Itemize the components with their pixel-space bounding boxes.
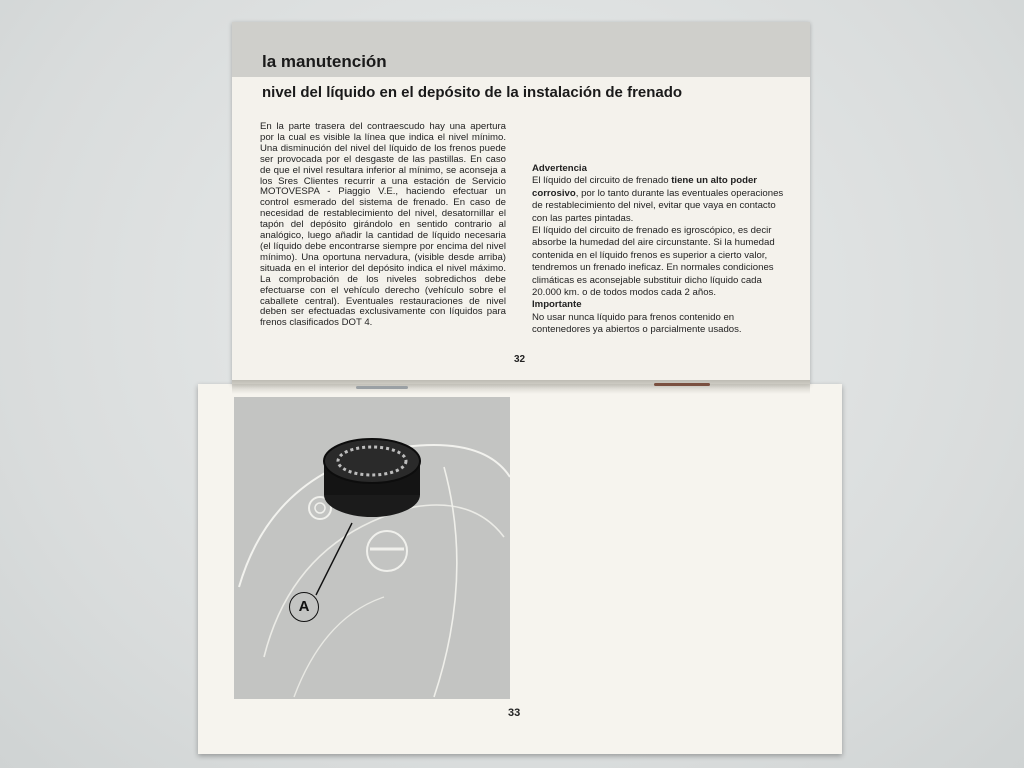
page-number-bottom: 33 [508, 707, 521, 719]
staple-left [356, 386, 408, 389]
advertencia-paragraph-2: El líquido del circuito de frenado es igroscópico, es decir absorbe la humedad del aire circunstante. Si la humedad contenida en el líquido frenos es superior a cierto valor, tendremos un frenado ineficaz. En normales condiciones climáticas es aconsejable substituir dicho líquido cada 20.000 km. o de todos modos cada 2 años. [532, 225, 775, 299]
binding-gutter-shadow [232, 380, 810, 394]
advertencia-heading: Advertencia [532, 163, 587, 174]
callout-leader-line [316, 523, 352, 595]
right-column [532, 163, 788, 337]
body-contour-line [264, 505, 504, 657]
screw-cover-ring [367, 531, 407, 571]
section-title: la manutención [262, 52, 387, 71]
importante-heading: Importante [532, 299, 582, 311]
body-contour-line [434, 467, 457, 697]
advertencia-bold: tiene un alto poder corrosivo [532, 175, 758, 199]
inspection-window-center [315, 503, 325, 513]
page-32 [232, 22, 810, 384]
advertencia-paragraph [532, 175, 788, 225]
callout-label-a: A [289, 592, 319, 622]
reservoir-drawing [234, 397, 510, 699]
article-title: nivel del líquido en el depósito de la instalación de frenado [262, 84, 683, 101]
advertencia-text-2: , por lo tanto durante las eventuales operaciones de restablecimiento del nivel, evitar que vaya en contacto con las partes pintadas. [532, 187, 784, 224]
advertencia-text-1: El líquido del circuito de frenado [532, 175, 669, 187]
importante-text: No usar nunca líquido para frenos contenido en contenedores ya abiertos o parcialmente usados. [532, 311, 742, 336]
staple-right [654, 383, 710, 386]
left-column-text: En la parte trasera del contraescudo hay una apertura por la cual es visible la línea que indica el nivel mínimo. Una disminución del nivel del líquido de los frenos puede ser provocada por el desgaste de las pastillas. En caso de que el nivel resultara inferior al mínimo, se aconseja a los Sres Clientes recurrir a una estación de Servicio MOTOVESPA - Piaggio V.E., haciendo efectuar un control esmerado del sistema de frenado. En caso de necesidad de restablecimiento del nivel, desatornillar el tapón del depósito girándolo en sentido contrario al analógico, luego añadir la cantidad de líquido necesaria (el líquido debe encontrarse siempre por encima del nivel mínimo). Una oportuna nervadura, (visible desde arriba) situada en el interior del depósito indica el nivel máximo. La comprobación de los niveles sobredichos debe efectuarse con el vehículo derecho (vehículo sobre el caballete central). Eventuales restauraciones de nivel deben ser efectuadas exclusivamente con líquidos para frenos clasificados DOT 4. [260, 121, 506, 329]
page-number-top: 32 [514, 354, 526, 365]
brake-reservoir-illustration [234, 397, 510, 699]
